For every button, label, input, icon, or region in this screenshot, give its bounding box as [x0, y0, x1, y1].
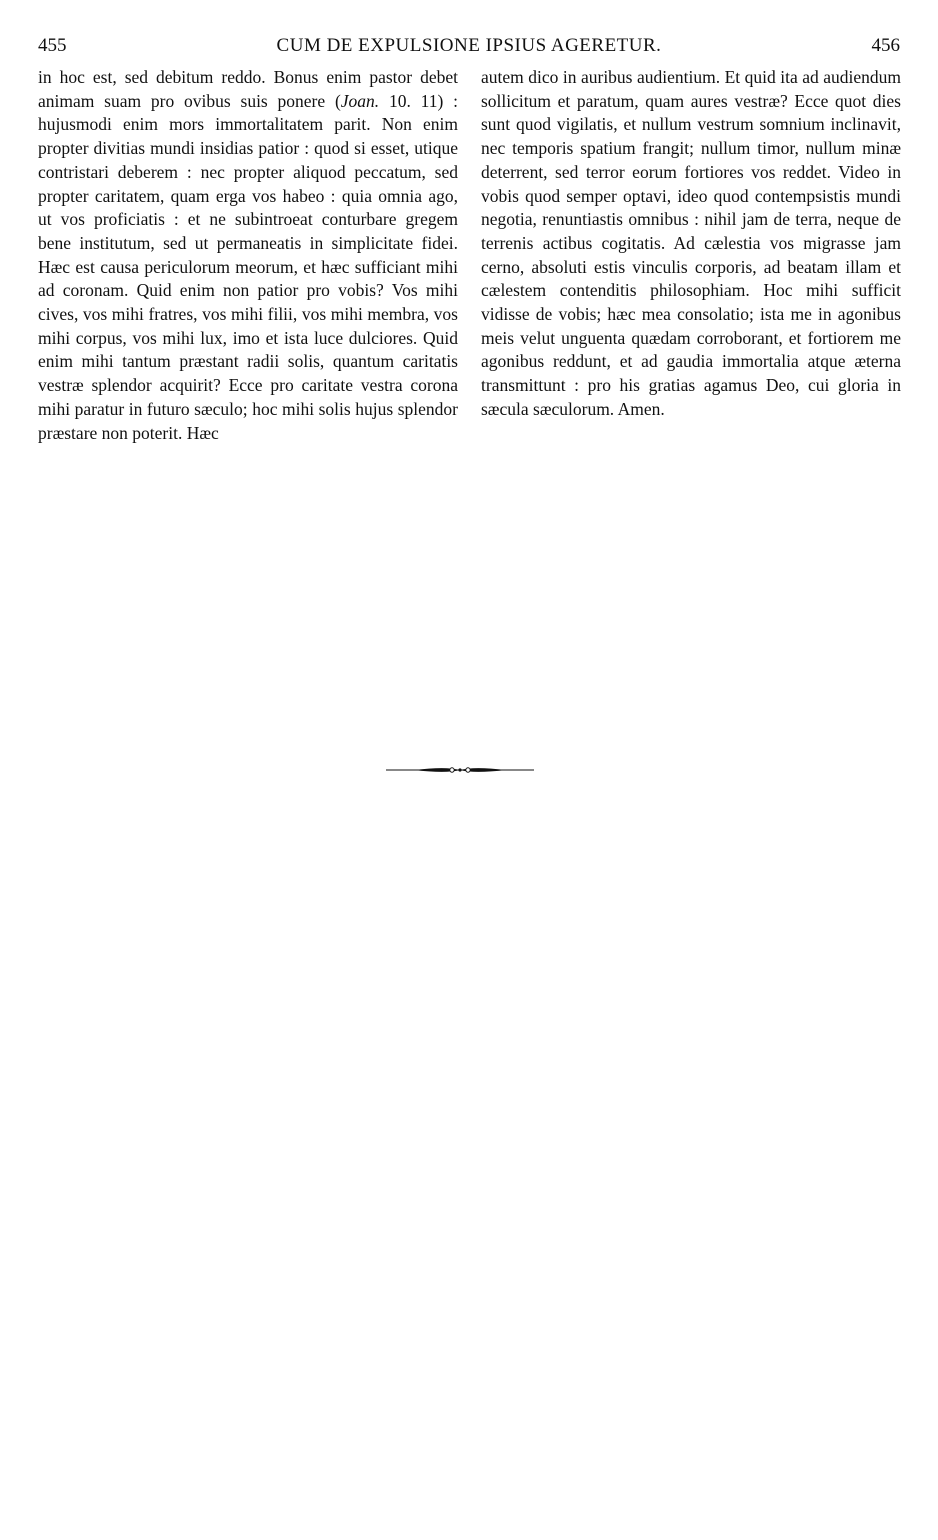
end-ornament-icon — [386, 765, 534, 775]
running-title: CUM DE EXPULSIONE IPSIUS AGERETUR. — [276, 35, 662, 56]
page-number-left: 455 — [38, 35, 67, 56]
page-header — [38, 34, 900, 60]
page-number-right: 456 — [871, 35, 900, 56]
left-column-text-end: 10. 11) : hujusmodi enim mors immortalitatem parit. Non enim propter divitias mundi insidias patior : quod si esset, utique contristari deberem : nec propter aliquod peccatum, sed propter caritatem, quam erga vos habeo : quia omnia ago, ut vos proficiatis : et ne subintroeat conturbare gregem bene institutum, sed ut permaneatis in simplicitate fidei. Hæc est causa periculorum meorum, et hæc sufficiant mihi ad coronam. Quid enim non patior pro vobis? Vos mihi cives, vos mihi fratres, vos mihi filii, vos mihi membra, vos mihi corpus, vos mihi lux, imo et ista luce dulciores. Quid enim mihi tantum præstant radii solis, quantum caritatis vestræ splendor acquirit? Ecce pro caritate vestra corona mihi paratur in futuro sæculo; hoc mihi solis hujus splendor præstare non poterit. Hæc — [38, 90, 458, 443]
scripture-reference: Joan. — [340, 90, 380, 111]
left-column — [38, 66, 458, 445]
right-column-paragraph: autem dico in auribus audientium. Et quid ita ad audiendum sollicitum et paratum, quam aures vestræ? Ecce quot dies sunt quod vigilatis, et nullum vestrum somnium inclinavit, nec temporis spatium frangit; nullum timor, nullum minæ deterrent, sed terror eorum fortiores vos reddet. Video in vobis quod semper optavi, ideo quod contempsistis mundi negotia, renuntiastis omnibus : nihil jam de terra, neque de terrenis actibus cogitatis. Ad cælestia vos migrasse jam cerno, absoluti estis vinculis corporis, ad beatam illam et cælestem contenditis philosophiam. Hoc mihi sufficit vidisse de vobis; hæc mea consolatio; ista me in agonibus meis velut unguenta quædam corroborant, et fortiorem me agonibus reddunt, et ad gaudia immortalia atque æterna transmittunt : pro his gratias agamus Deo, cui gloria in sæcula sæculorum. Amen. — [481, 67, 901, 419]
left-column-paragraph — [38, 66, 458, 445]
right-column — [481, 66, 901, 422]
left-column-text-start: in hoc est, sed debitum reddo. Bonus enim pastor debet animam suam pro ovibus suis ponere ( — [38, 67, 458, 111]
